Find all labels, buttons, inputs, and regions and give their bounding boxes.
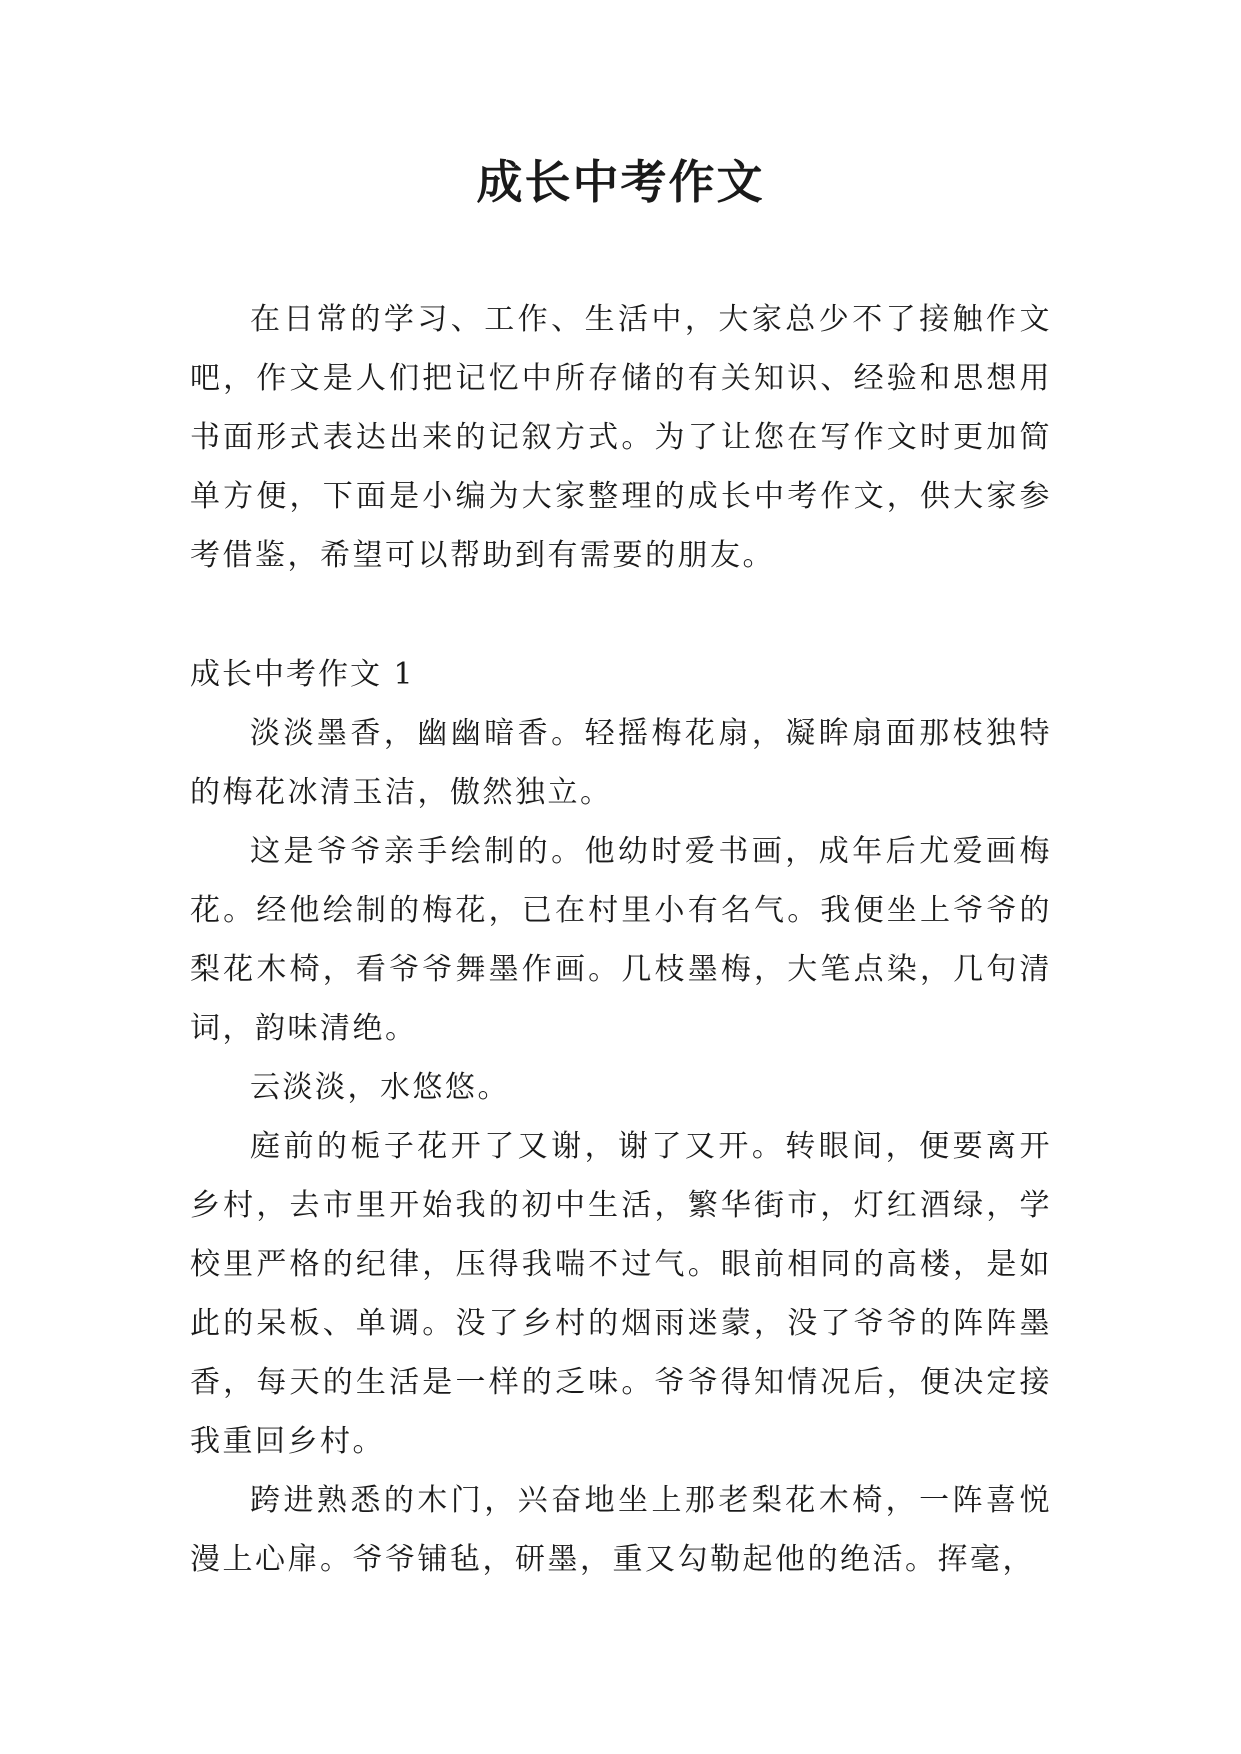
body-paragraph: 庭前的栀子花开了又谢，谢了又开。转眼间，便要离开乡村，去市里开始我的初中生活，繁华街市，灯红酒绿，学校里严格的纪律，压得我喘不过气。眼前相同的高楼，是如此的呆板、单调。没了乡村的烟雨迷蒙，没了爷爷的阵阵墨香，每天的生活是一样的乏味。爷爷得知情况后，便决定接我重回乡村。 [190,1129,1052,1459]
intro-paragraph: 在日常的学习、工作、生活中，大家总少不了接触作文吧，作文是人们把记忆中所存储的有关知识、经验和思想用书面形式表达出来的记叙方式。为了让您在写作文时更加简单方便，下面是小编为大家整理的成长中考作文，供大家参考借鉴，希望可以帮助到有需要的朋友。 [190,302,1052,573]
document-body [190,290,1052,1589]
body-paragraph: 淡淡墨香，幽幽暗香。轻摇梅花扇，凝眸扇面那枝独特的梅花冰清玉洁，傲然独立。 [190,716,1052,810]
section-spacer [190,585,1052,645]
body-paragraph: 这是爷爷亲手绘制的。他幼时爱书画，成年后尤爱画梅花。经他绘制的梅花，已在村里小有名气。我便坐上爷爷的梨花木椅，看爷爷舞墨作画。几枝墨梅，大笔点染，几句清词，韵味清绝。 [190,834,1052,1046]
section-heading: 成长中考作文 1 [190,657,415,692]
body-paragraph: 云淡淡，水悠悠。 [250,1070,510,1105]
document-title: 成长中考作文 [476,155,765,209]
body-paragraph: 跨进熟悉的木门，兴奋地坐上那老梨花木椅，一阵喜悦漫上心扉。爷爷铺毡，研墨，重又勾勒起他的绝活。挥毫， [190,1483,1052,1577]
